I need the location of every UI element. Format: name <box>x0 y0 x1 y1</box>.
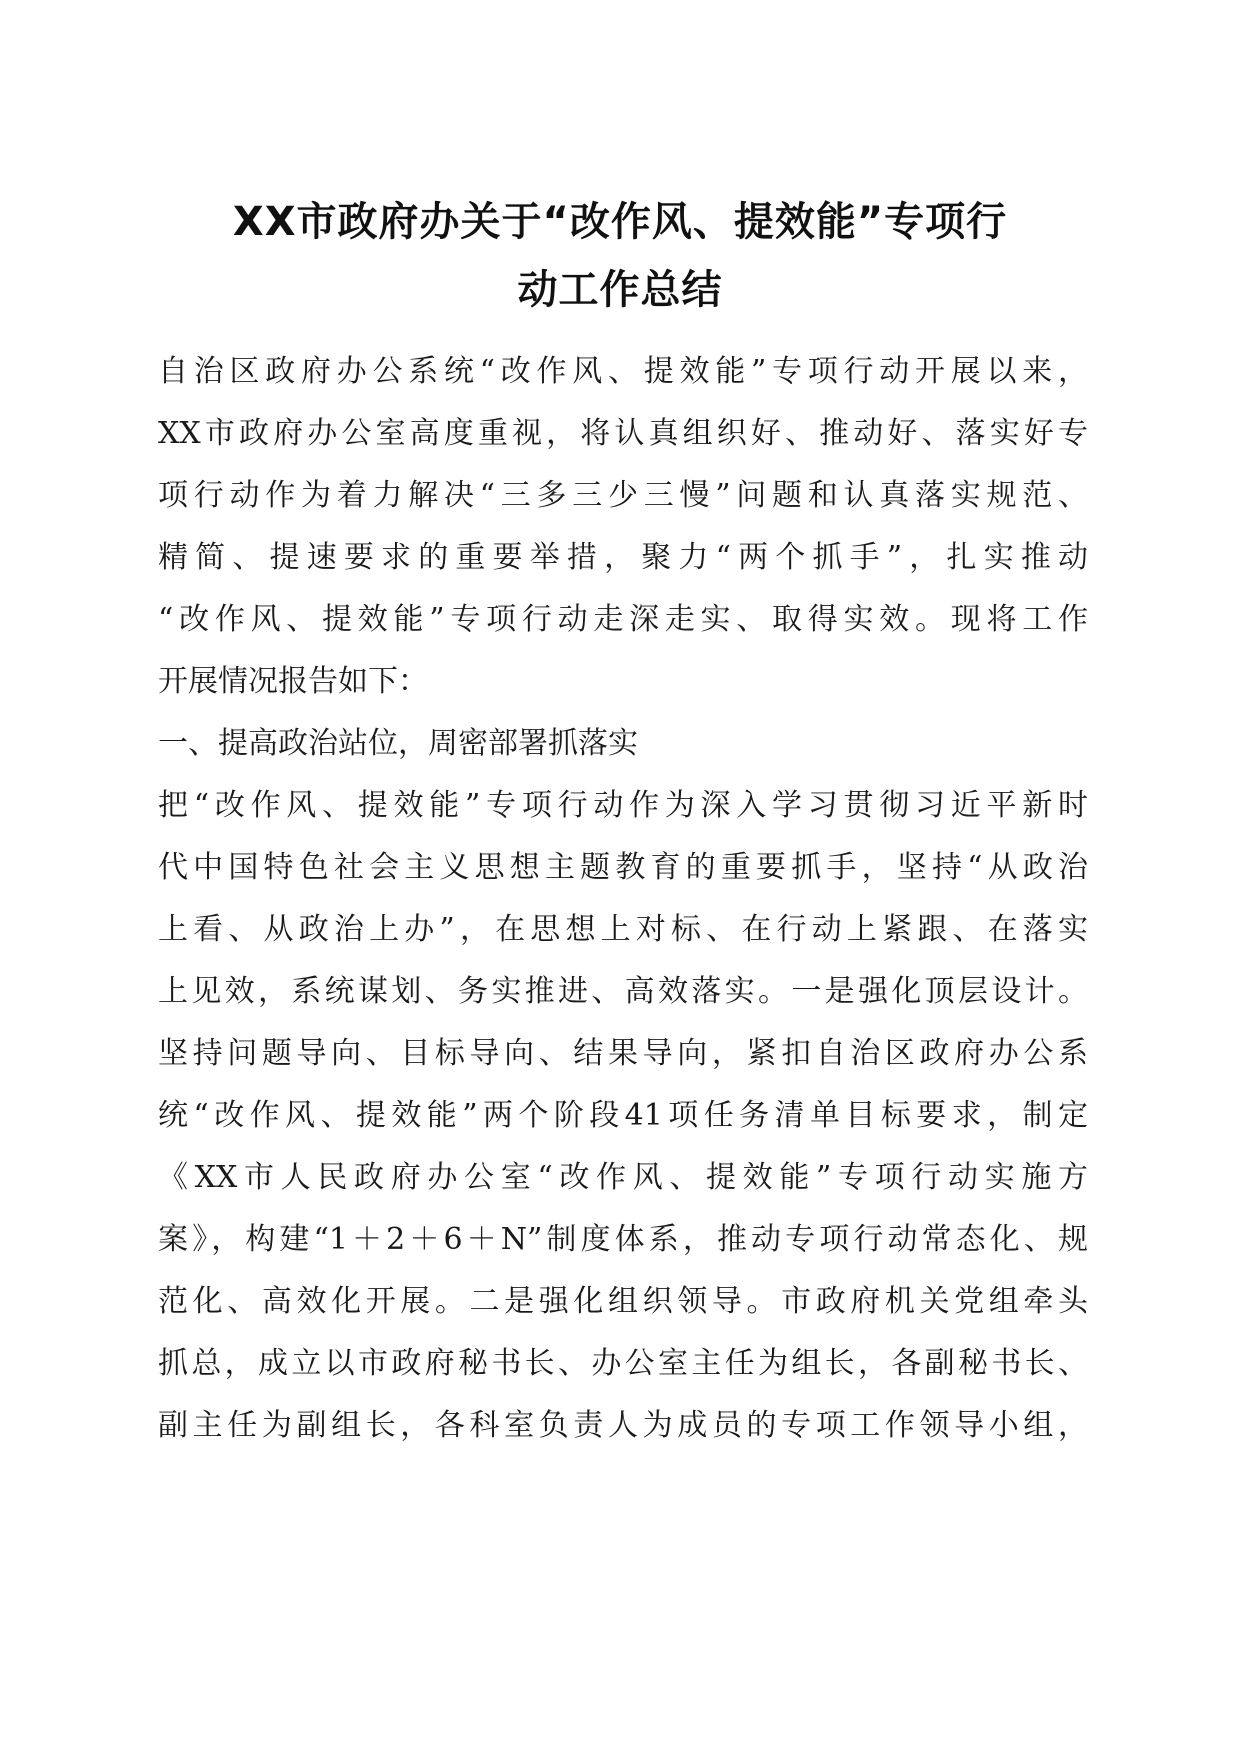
body-line: 《XX市人民政府办公室“改作风、提效能”专项行动实施方 <box>158 1160 1088 1195</box>
body-line: 代中国特色社会主义思想主题教育的重要抓手，坚持“从政治 <box>158 850 1088 885</box>
body-line: 抓总，成立以市政府秘书长、办公室主任为组长，各副秘书长、 <box>158 1346 1088 1381</box>
document-title-line-2: 动工作总结 <box>517 267 723 313</box>
body-line: 统“改作风、提效能”两个阶段41项任务清单目标要求，制定 <box>158 1098 1088 1133</box>
body-line: 副主任为副组长，各科室负责人为成员的专项工作领导小组， <box>158 1408 1088 1443</box>
body-line: 项行动作为着力解决“三多三少三慢”问题和认真落实规范、 <box>158 478 1088 513</box>
body-line: 把“改作风、提效能”专项行动作为深入学习贯彻习近平新时 <box>158 788 1088 823</box>
body-line: 上见效，系统谋划、务实推进、高效落实。一是强化顶层设计。 <box>158 974 1088 1009</box>
body-line: 开展情况报告如下： <box>158 664 428 699</box>
document-title-line-1: XX市政府办关于“改作风、提效能”专项行 <box>232 199 1008 245</box>
body-line: 范化、高效化开展。二是强化组织领导。市政府机关党组牵头 <box>158 1284 1088 1319</box>
section-heading: 一、提高政治站位，周密部署抓落实 <box>158 726 638 761</box>
body-line: XX市政府办公室高度重视，将认真组织好、推动好、落实好专 <box>158 416 1088 451</box>
body-line: 上看、从政治上办”，在思想上对标、在行动上紧跟、在落实 <box>158 912 1088 947</box>
body-line: 案》，构建“1＋2＋6＋N”制度体系，推动专项行动常态化、规 <box>158 1222 1088 1257</box>
body-line: “改作风、提效能”专项行动走深走实、取得实效。现将工作 <box>158 602 1088 637</box>
body-line: 坚持问题导向、目标导向、结果导向，紧扣自治区政府办公系 <box>158 1036 1088 1071</box>
body-line: 自治区政府办公系统“改作风、提效能”专项行动开展以来， <box>158 354 1088 389</box>
body-line: 精简、提速要求的重要举措，聚力“两个抓手”，扎实推动 <box>158 540 1088 575</box>
